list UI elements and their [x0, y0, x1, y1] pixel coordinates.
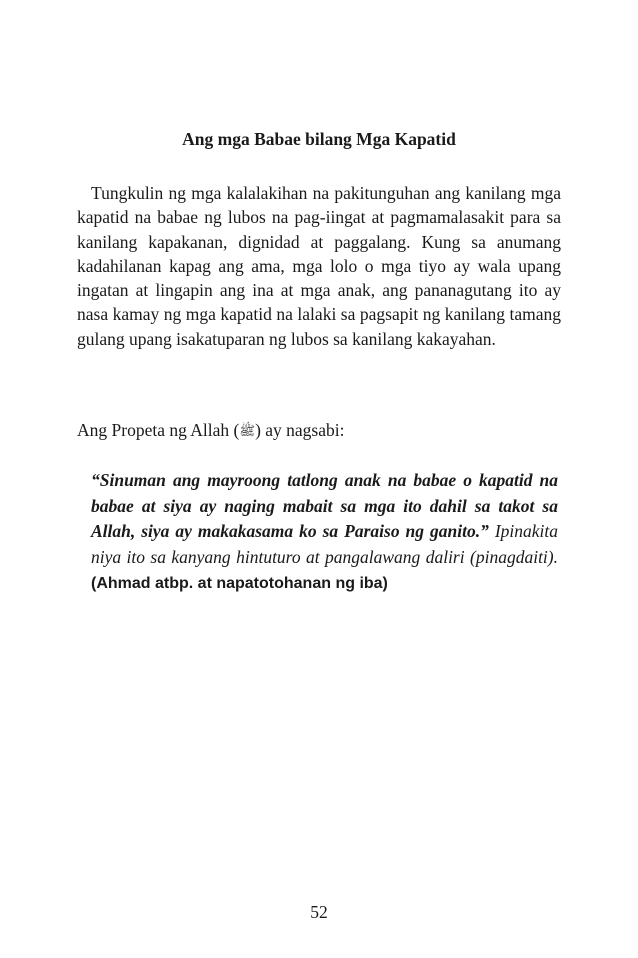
hadith-quote — [91, 468, 558, 597]
section-heading: Ang mga Babae bilang Mga Kapatid — [182, 129, 456, 149]
hadith-reference: (Ahmad atbp. at napatotohanan ng iba) — [91, 575, 388, 593]
hadith-intro — [77, 418, 344, 444]
body-paragraph: Tungkulin ng mga kalalakihan na pakitunguhan ang kanilang mga kapatid na babae ng lubos na pag-iingat at pagmamalasakit para sa kanilang kapakanan, dignidad at paggalang. Kung sa anumang kadahilanan kapag ang ama, mga lolo o mga tiyo ay wala upang ingatan at lingapin ang ina at mga anak, ang pananagutang ito ay nasa kamay ng mga kapatid na lalaki sa pagsapit ng kanilang tamang gulang upang isakatuparan ng lubos sa kanilang kakayahan. — [77, 183, 561, 349]
honorific-symbol: ﷺ — [239, 424, 256, 439]
hadith-quote-text: “Sinuman ang mayroong tatlong anak na babae o kapatid na babae at siya ay naging mabait sa mga ito dahil sa takot sa Allah, siya ay makakasama ko sa Paraiso ng ganito.” — [91, 470, 558, 542]
hadith-quote-description: Ipinakita niya ito sa kanyang hintuturo at pangalawang daliri (pinagdaiti). — [91, 521, 559, 567]
hadith-intro-text: Ang Propeta ng Allah ( — [77, 420, 240, 440]
page-number: 52 — [310, 902, 328, 922]
hadith-intro-text-end: ) ay nagsabi: — [255, 420, 345, 440]
